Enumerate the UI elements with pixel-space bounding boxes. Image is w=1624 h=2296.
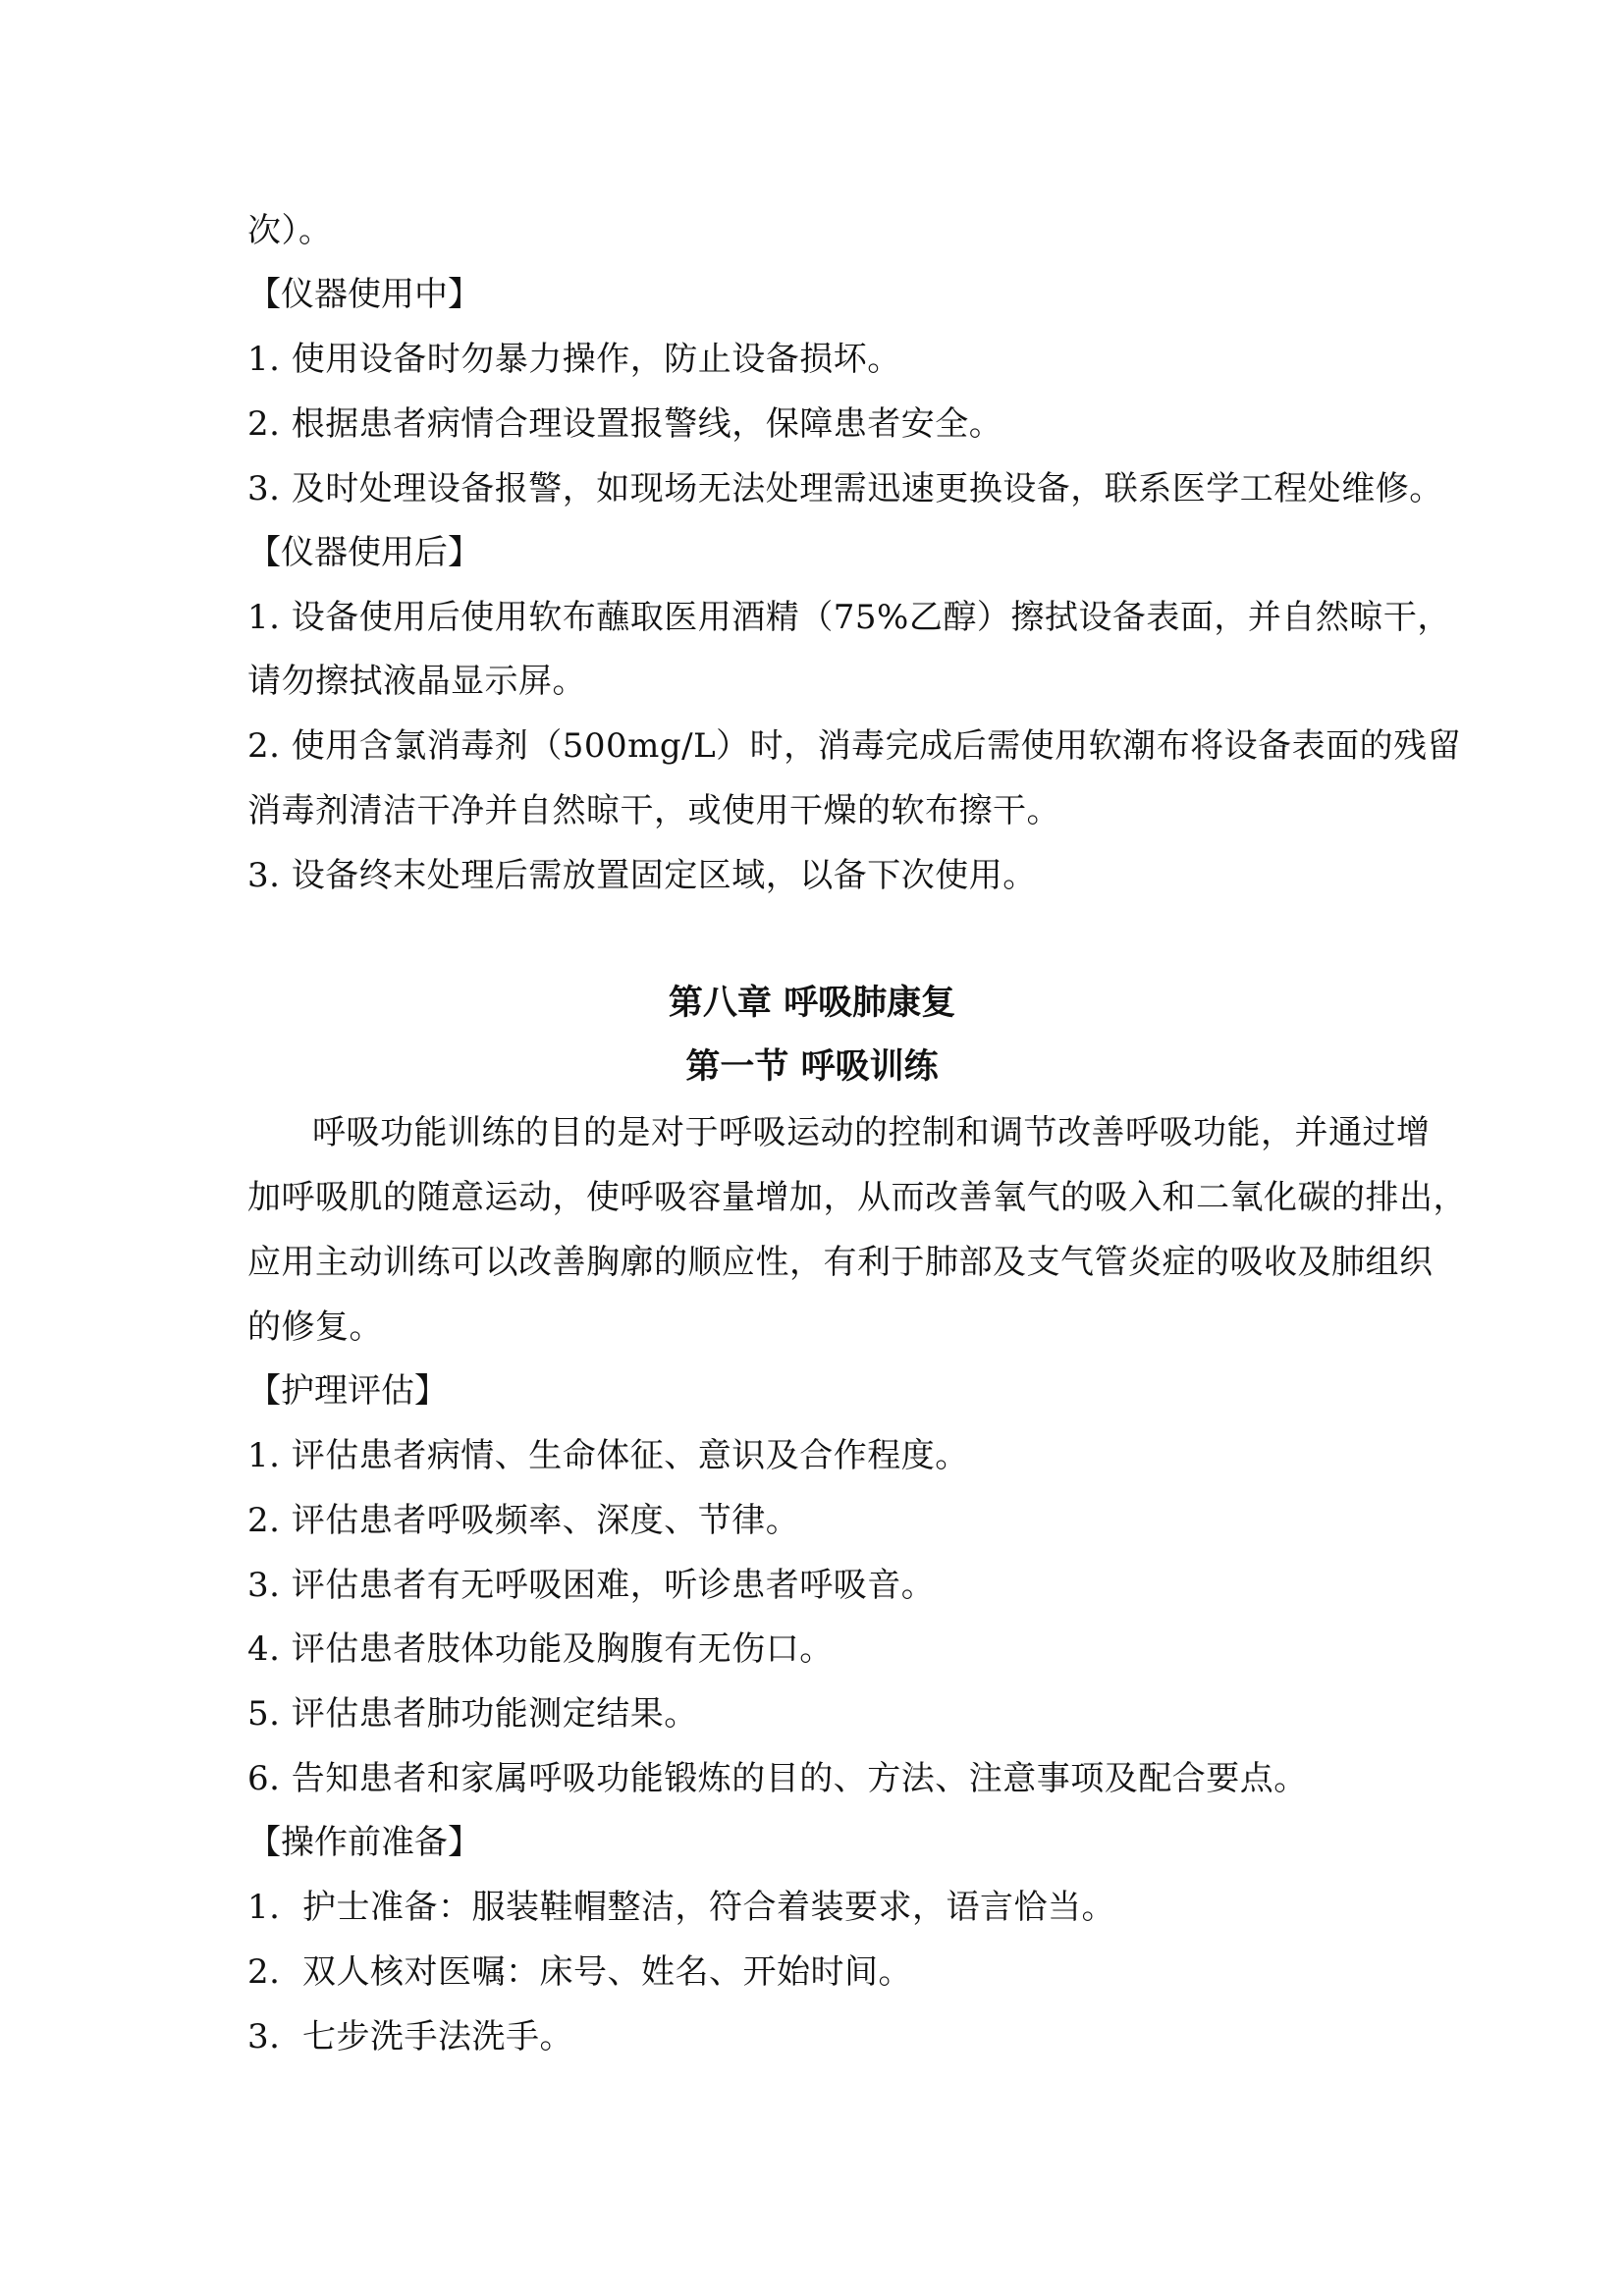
list-item: 6. 告知患者和家属呼吸功能锻炼的目的、方法、注意事项及配合要点。 xyxy=(247,1759,1308,1798)
section-header-assessment: 【护理评估】 xyxy=(247,1371,448,1411)
section-header-after-use: 【仪器使用后】 xyxy=(247,533,481,572)
list-item-continuation: 消毒剂清洁干净并自然晾干，或使用干燥的软布擦干。 xyxy=(247,791,1060,830)
list-number: 2. xyxy=(247,1952,281,1992)
list-item: 2. 根据患者病情合理设置报警线，保障患者安全。 xyxy=(247,404,1003,444)
section-header-preparation: 【操作前准备】 xyxy=(247,1823,481,1862)
list-item: 4. 评估患者肢体功能及胸腹有无伤口。 xyxy=(247,1629,834,1669)
list-item: 2. 使用含氯消毒剂（500mg/L）时，消毒完成后需使用软潮布将设备表面的残留 xyxy=(247,726,1462,766)
list-text: 双人核对医嘱：床号、姓名、开始时间。 xyxy=(302,1952,912,1992)
list-item: 5. 评估患者肺功能测定结果。 xyxy=(247,1694,698,1734)
list-item: 1. 使用设备时勿暴力操作，防止设备损坏。 xyxy=(247,340,901,379)
list-text: 护士准备：服装鞋帽整洁，符合着装要求，语言恰当。 xyxy=(302,1888,1115,1927)
list-item: 3. 设备终末处理后需放置固定区域，以备下次使用。 xyxy=(247,856,1037,895)
list-item: 1. 评估患者病情、生命体征、意识及合作程度。 xyxy=(247,1436,969,1475)
intro-paragraph-line: 的修复。 xyxy=(247,1308,383,1347)
section-title: 第一节 呼吸训练 xyxy=(685,1047,939,1087)
list-item xyxy=(247,2014,1386,2059)
list-item: 3. 评估患者有无呼吸困难，听诊患者呼吸音。 xyxy=(247,1566,936,1605)
list-number: 3. xyxy=(247,2017,281,2056)
paragraph-continuation: 次）。 xyxy=(247,211,333,250)
intro-paragraph-line: 呼吸功能训练的目的是对于呼吸运动的控制和调节改善呼吸功能，并通过增 xyxy=(312,1113,1431,1152)
intro-paragraph-line: 应用主动训练可以改善胸廓的顺应性，有利于肺部及支气管炎症的吸收及肺组织 xyxy=(247,1243,1434,1282)
list-item: 3. 及时处理设备报警，如现场无法处理需迅速更换设备，联系医学工程处维修。 xyxy=(247,469,1443,508)
intro-paragraph-line: 加呼吸肌的随意运动，使呼吸容量增加，从而改善氧气的吸入和二氧化碳的排出， xyxy=(247,1178,1467,1217)
list-item-continuation: 请勿擦拭液晶显示屏。 xyxy=(247,662,586,701)
list-item xyxy=(247,1949,1386,1995)
section-header-in-use: 【仪器使用中】 xyxy=(247,275,481,314)
list-text: 七步洗手法洗手。 xyxy=(302,2017,573,2056)
list-number: 1. xyxy=(247,1888,281,1927)
chapter-title: 第八章 呼吸肺康复 xyxy=(668,984,956,1023)
list-item xyxy=(247,1885,1386,1930)
list-item: 1. 设备使用后使用软布蘸取医用酒精（75%乙醇）擦拭设备表面，并自然晾干， xyxy=(247,598,1451,637)
list-item: 2. 评估患者呼吸频率、深度、节律。 xyxy=(247,1501,800,1540)
